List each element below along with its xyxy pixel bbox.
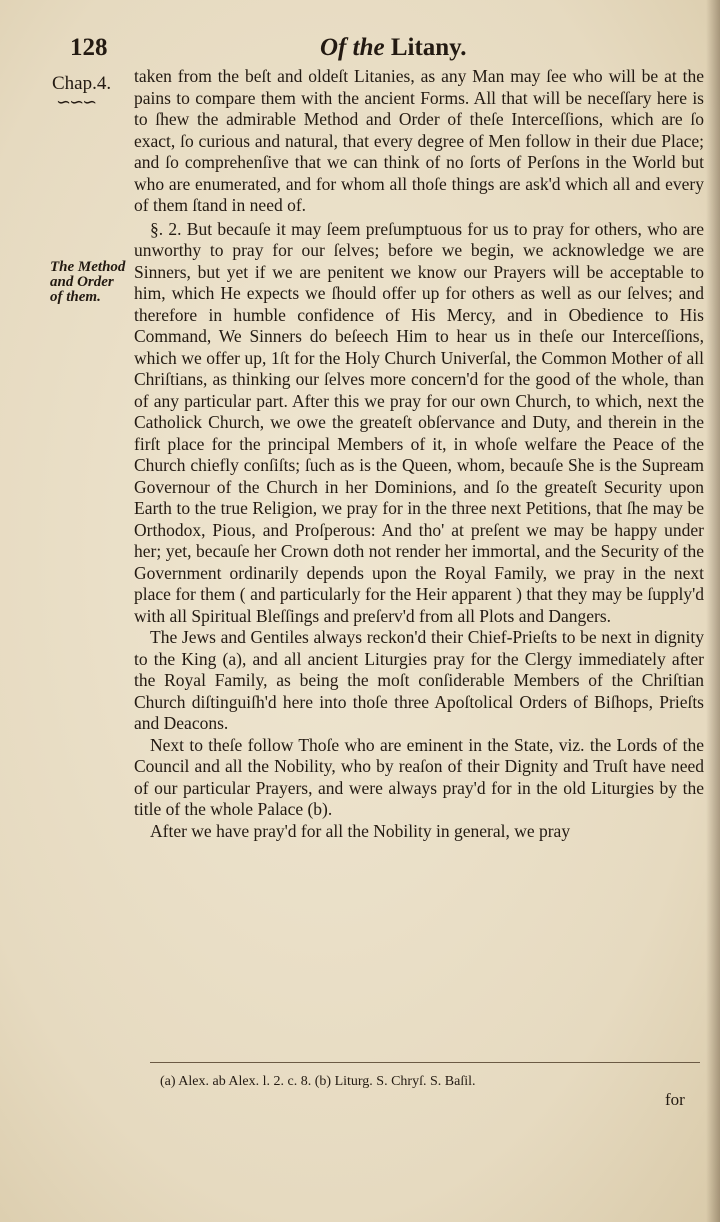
paragraph: After we have pray'd for all the Nobility in general, we pray	[150, 820, 571, 841]
paragraph: Next to theſe follow Thoſe who are eminent in the State, viz. the Lords of the Council and all the Nobility, who by reaſon of their Dignity and Truſt have need of our particular Prayers, and were always pray'd for in the old Liturgies by the title of the whole Palace (b).	[134, 734, 704, 819]
paragraph: The Jews and Gentiles always reckon'd their Chief-Prieſts to be next in dignity to the King (a), and all ancient Liturgies pray for the Clergy immediately after the Royal Family, as being the moſt conſiderable Members of the Chriſtian Church diſtinguiſh'd here into thoſe three Apoſtolical Orders of Biſhops, Prieſts and Deacons.	[134, 627, 704, 733]
running-title-italic: Of the	[320, 34, 385, 61]
footnote-rule	[150, 1062, 700, 1063]
running-title-rest: Litany.	[390, 34, 467, 61]
page-number: 128	[70, 34, 108, 61]
gutter-shadow	[706, 0, 720, 1222]
catchword: for	[665, 1090, 685, 1109]
paragraph: taken from the beſt and oldeſt Litanies, as any Man may ſee who will be at the pains to compare them with the ancient Forms. All that will be neceſſary here is to ſhew the admirable Method and Order of theſe Interceſſions, which are ſo exact, ſo curious and natural, that every degree of Men follow in their due Place; and ſo comprehenſive that we can think of no ſorts of Perſons in the World but who are enumerated, and for whom all thoſe things are ask'd which all and every of them ſtand in need of.	[134, 66, 704, 215]
running-title	[320, 34, 467, 62]
chapter-marker: Chap.4.	[52, 73, 112, 94]
ornament-swash: ∽∽∽	[56, 92, 96, 112]
body-text	[134, 66, 704, 842]
margin-note	[50, 260, 125, 305]
margin-note-line: of them.	[50, 289, 101, 305]
footnote: (a) Alex. ab Alex. l. 2. c. 8. (b) Liturg. S. Chryſ. S. Baſil.	[160, 1074, 476, 1089]
margin-note-line: and Order	[50, 274, 114, 290]
margin-note-line: The Method	[50, 259, 126, 275]
paragraph: §. 2. But becauſe it may ſeem preſumptuous for us to pray for others, who are unworthy to pray for our ſelves; before we begin, we acknowledge we are Sinners, but yet if we are penitent we know our Prayers will be acceptable to him, which He expects we ſhould offer up for others as well as our ſelves; and therefore in humble confidence of His Mercy, and in Obedience to His Command, We Sinners do beſeech Him to hear us in theſe our Interceſſions, which we offer up, 1ſt for the Holy Church Univerſal, the Common Mother of all Chriſtians, as thinking our ſelves more concern'd for the good of the whole, than of any particular part. After this we pray for our own Church, to which, next the Catholick Church, we owe the greateſt obſervance and Duty, and therein in the firſt place for the principal Members of it, in whoſe welfare the Peace of the Church chiefly conſiſts; ſuch as is the Queen, whom, becauſe She is the Supream Governour of the Church in her Dominions, and ſo the greateſt Security upon Earth to the true Religion, we pray for in the three next Petitions, that ſhe may be Orthodox, Pious, and Proſperous: And tho' at preſent we may be happy under her; yet, becauſe her Crown doth not render her immortal, and the Security of the Government ordinarily depends upon the Royal Family, we pray in the next place for them ( and particularly for the Heir apparent ) that they may be ſupply'd with all Spiritual Bleſſings and preſerv'd from all Plots and Dangers.	[134, 218, 704, 626]
